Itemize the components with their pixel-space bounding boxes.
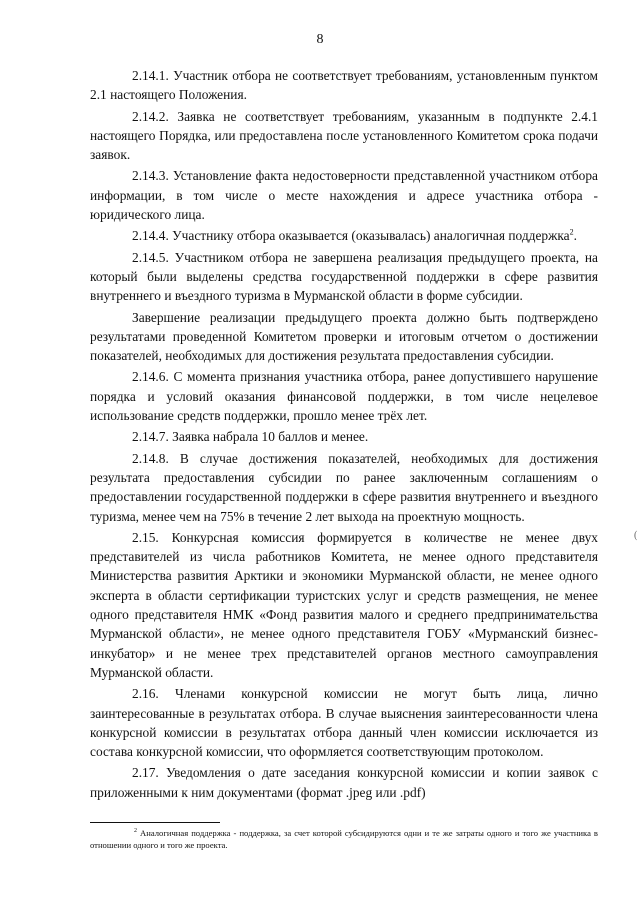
paragraph-completion: [90, 308, 598, 366]
paragraph-2-14-4: [90, 226, 598, 245]
paragraph-text: 2.15. Конкурсная комиссия формируется в количестве не менее двух представителей из числа работников Комитета, не менее одного представителя Министерства развития Арктики и экономики Мурманской области, не менее одного эксперта в области сертификации туристских услуг и средств размещения, не менее одного представителя НМК «Фонд развития малого и среднего предпринимательства Мурманской области», не менее одного представителя ГОБУ «Мурманский бизнес-инкубатор» и не менее трех представителей органов местного самоуправления Мурманской области.: [90, 529, 598, 680]
paragraph-2-14-3: [90, 166, 598, 224]
paragraph-2-17: [90, 763, 598, 802]
paragraph-text: 2.14.1. Участник отбора не соответствует требованиям, установленным пунктом 2.1 настоящего Положения.: [90, 68, 598, 103]
paragraph-text: 2.14.2. Заявка не соответствует требованиям, указанным в подпункте 2.4.1 настоящего Порядка, или предоставлена после установленного Комитетом срока подачи заявок.: [90, 108, 598, 163]
margin-mark: (: [634, 530, 638, 541]
paragraph-text: 2.14.3. Установление факта недостоверности представленной участником отбора информации, в том числе о месте нахождения и адресе участника отбора - юридического лица.: [90, 168, 598, 223]
footnote: [90, 827, 598, 851]
paragraph-2-14-7: [90, 427, 598, 446]
page-number: 8: [316, 32, 324, 47]
paragraph-2-14-6: [90, 367, 598, 425]
document-body: [90, 66, 598, 804]
paragraph-2-16: [90, 684, 598, 761]
paragraph-text: Завершение реализации предыдущего проекта должно быть подтверждено результатами проведенной Комитетом проверки и итоговым отчетом о достижении показателей, необходимых для достижения результата предоставления субсидии.: [90, 309, 598, 364]
paragraph-2-14-2: [90, 107, 598, 165]
paragraph-2-14-8: [90, 449, 598, 526]
footnote-reference: 2: [569, 227, 574, 237]
paragraph-text: 2.14.8. В случае достижения показателей, необходимых для достижения результата предоставления субсидии по ранее заключенным соглашениям о предоставлении государственной поддержки в сфере развития внутреннего и въездного туризма, менее чем на 75% в течение 2 лет выхода на проектную мощность.: [90, 450, 598, 524]
paragraph-text-end: .: [573, 228, 577, 244]
paragraph-2-14-1: [90, 66, 598, 105]
footnote-mark: 2: [134, 828, 137, 835]
paragraph-text: 2.16. Членами конкурсной комиссии не могут быть лица, лично заинтересованные в результатах отбора. В случае выяснения заинтересованности члена конкурсной комиссии в результатах отбора данный член комиссии исключается из состава конкурсной комиссии, что оформляется соответствующим протоколом.: [90, 686, 598, 760]
footnote-text: Аналогичная поддержка - поддержка, за счет которой субсидируются одни и те же затраты одного и того же участника в отношении одного и того же проекта.: [90, 828, 598, 850]
footnote-divider: [90, 822, 220, 823]
paragraph-2-14-5: [90, 248, 598, 306]
paragraph-text: 2.14.5. Участником отбора не завершена реализация предыдущего проекта, на который были выделены средства государственной поддержки в сфере развития внутреннего и въездного туризма в Мурманской области в форме субсидии.: [90, 249, 598, 304]
paragraph-2-15: [90, 528, 598, 682]
paragraph-text: 2.14.6. С момента признания участника отбора, ранее допустившего нарушение порядка и условий оказания финансовой поддержки, в том числе нецелевое использование средств поддержки, прошло менее трёх лет.: [90, 369, 598, 424]
paragraph-text: 2.17. Уведомления о дате заседания конкурсной комиссии и копии заявок с приложенными к ним документами (формат .jpeg или .pdf): [90, 765, 598, 800]
paragraph-text: 2.14.7. Заявка набрала 10 баллов и менее.: [132, 429, 369, 445]
paragraph-text: 2.14.4. Участнику отбора оказывается (оказывалась) аналогичная поддержка: [132, 228, 570, 244]
